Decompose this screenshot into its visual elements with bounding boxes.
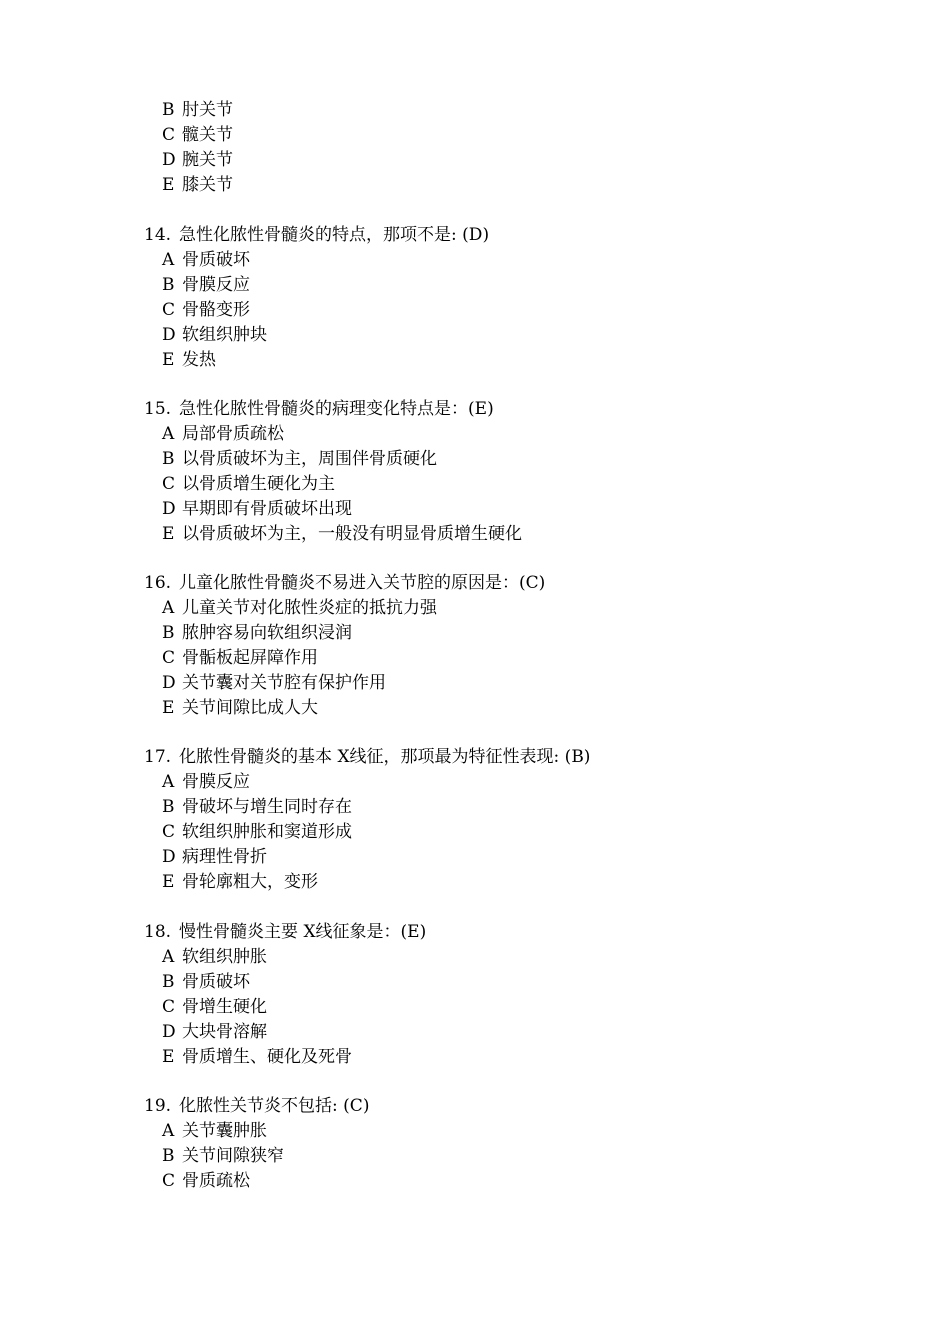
- option-letter: C: [162, 648, 176, 668]
- option-letter: E: [162, 872, 175, 892]
- question-line: [0, 397, 950, 422]
- option-line: [0, 98, 950, 123]
- option-letter: A: [162, 1121, 175, 1141]
- option-letter: B: [162, 623, 175, 643]
- question-text: 儿童化脓性骨髓炎不易进入关节腔的原因是：(C): [179, 573, 546, 593]
- option-line: [0, 522, 950, 547]
- option-line: [0, 298, 950, 323]
- option-text: 大块骨溶解: [182, 1022, 267, 1042]
- option-line: [0, 845, 950, 870]
- option-text: 骨增生硬化: [182, 997, 267, 1017]
- option-letter: E: [162, 350, 175, 370]
- option-text: 软组织肿胀: [182, 947, 267, 967]
- option-letter: D: [162, 499, 176, 519]
- option-text: 软组织肿胀和窦道形成: [182, 822, 352, 842]
- option-text: 骨质破坏: [182, 250, 250, 270]
- question-line: [0, 223, 950, 248]
- option-text: 发热: [182, 350, 216, 370]
- option-line: [0, 123, 950, 148]
- option-line: [0, 148, 950, 173]
- option-line: [0, 348, 950, 373]
- option-text: 骨质增生、硬化及死骨: [182, 1047, 352, 1067]
- option-letter: A: [162, 250, 175, 270]
- option-letter: C: [162, 300, 176, 320]
- option-letter: C: [162, 997, 176, 1017]
- question-14: [0, 223, 950, 373]
- option-line: [0, 870, 950, 895]
- option-letter: B: [162, 972, 175, 992]
- option-letter: C: [162, 125, 176, 145]
- option-line: [0, 497, 950, 522]
- option-letter: A: [162, 772, 175, 792]
- option-text: 关节间隙比成人大: [182, 698, 318, 718]
- option-letter: D: [162, 325, 176, 345]
- option-line: [0, 820, 950, 845]
- option-line: [0, 1045, 950, 1070]
- option-text: 骨骼变形: [182, 300, 250, 320]
- option-letter: C: [162, 822, 176, 842]
- question-19: [0, 1094, 950, 1194]
- question-line: [0, 745, 950, 770]
- option-text: 骨膜反应: [182, 275, 250, 295]
- question-line: [0, 571, 950, 596]
- option-line: [0, 1169, 950, 1194]
- option-line: [0, 970, 950, 995]
- option-line: [0, 671, 950, 696]
- option-text: 关节间隙狭窄: [182, 1146, 284, 1166]
- option-letter: E: [162, 698, 175, 718]
- option-letter: D: [162, 847, 176, 867]
- option-text: 以骨质破坏为主，一般没有明显骨质增生硬化: [182, 524, 522, 544]
- option-text: 以骨质破坏为主，周围伴骨质硬化: [182, 449, 437, 469]
- option-text: 腕关节: [182, 150, 233, 170]
- option-letter: D: [162, 150, 176, 170]
- option-letter: D: [162, 673, 176, 693]
- question-number: 18.: [144, 922, 172, 942]
- option-line: [0, 646, 950, 671]
- question-16: [0, 571, 950, 721]
- option-line: [0, 472, 950, 497]
- option-line: [0, 995, 950, 1020]
- option-line: [0, 273, 950, 298]
- option-text: 膝关节: [182, 175, 233, 195]
- option-letter: B: [162, 275, 175, 295]
- continued-options: [0, 98, 950, 198]
- option-text: 脓肿容易向软组织浸润: [182, 623, 352, 643]
- question-18: [0, 920, 950, 1070]
- option-text: 骨膜反应: [182, 772, 250, 792]
- option-letter: B: [162, 1146, 175, 1166]
- option-text: 骨质疏松: [182, 1171, 250, 1191]
- question-text: 化脓性骨髓炎的基本 X线征，那项最为特征性表现: (B): [179, 747, 591, 767]
- option-line: [0, 945, 950, 970]
- option-line: [0, 795, 950, 820]
- option-text: 肘关节: [182, 100, 233, 120]
- option-line: [0, 621, 950, 646]
- option-text: 软组织肿块: [182, 325, 267, 345]
- question-number: 15.: [144, 399, 172, 419]
- option-text: 儿童关节对化脓性炎症的抵抗力强: [182, 598, 437, 618]
- option-line: [0, 323, 950, 348]
- option-letter: A: [162, 947, 175, 967]
- option-line: [0, 1119, 950, 1144]
- option-letter: B: [162, 797, 175, 817]
- option-line: [0, 1144, 950, 1169]
- question-15: [0, 397, 950, 547]
- option-text: 骨质破坏: [182, 972, 250, 992]
- question-line: [0, 920, 950, 945]
- option-letter: A: [162, 598, 175, 618]
- option-letter: E: [162, 175, 175, 195]
- option-text: 局部骨质疏松: [182, 424, 284, 444]
- question-number: 19.: [144, 1096, 172, 1116]
- question-line: [0, 1094, 950, 1119]
- option-line: [0, 596, 950, 621]
- option-letter: E: [162, 524, 175, 544]
- question-text: 急性化脓性骨髓炎的病理变化特点是：(E): [179, 399, 494, 419]
- question-text: 化脓性关节炎不包括: (C): [179, 1096, 370, 1116]
- option-letter: E: [162, 1047, 175, 1067]
- option-letter: B: [162, 449, 175, 469]
- question-number: 17.: [144, 747, 172, 767]
- option-letter: A: [162, 424, 175, 444]
- question-17: [0, 745, 950, 895]
- option-line: [0, 422, 950, 447]
- question-text: 急性化脓性骨髓炎的特点，那项不是: (D): [179, 225, 490, 245]
- option-letter: D: [162, 1022, 176, 1042]
- question-number: 14.: [144, 225, 172, 245]
- option-line: [0, 696, 950, 721]
- option-text: 关节囊肿胀: [182, 1121, 267, 1141]
- question-number: 16.: [144, 573, 172, 593]
- option-text: 早期即有骨质破坏出现: [182, 499, 352, 519]
- option-line: [0, 770, 950, 795]
- option-text: 骨骺板起屏障作用: [182, 648, 318, 668]
- option-text: 髋关节: [182, 125, 233, 145]
- option-text: 骨轮廓粗大，变形: [182, 872, 318, 892]
- option-letter: C: [162, 1171, 176, 1191]
- option-text: 骨破坏与增生同时存在: [182, 797, 352, 817]
- option-text: 以骨质增生硬化为主: [182, 474, 335, 494]
- option-text: 病理性骨折: [182, 847, 267, 867]
- option-letter: C: [162, 474, 176, 494]
- option-text: 关节囊对关节腔有保护作用: [182, 673, 386, 693]
- question-text: 慢性骨髓炎主要 X线征象是：(E): [179, 922, 427, 942]
- option-line: [0, 447, 950, 472]
- option-line: [0, 248, 950, 273]
- option-letter: B: [162, 100, 175, 120]
- option-line: [0, 173, 950, 198]
- option-line: [0, 1020, 950, 1045]
